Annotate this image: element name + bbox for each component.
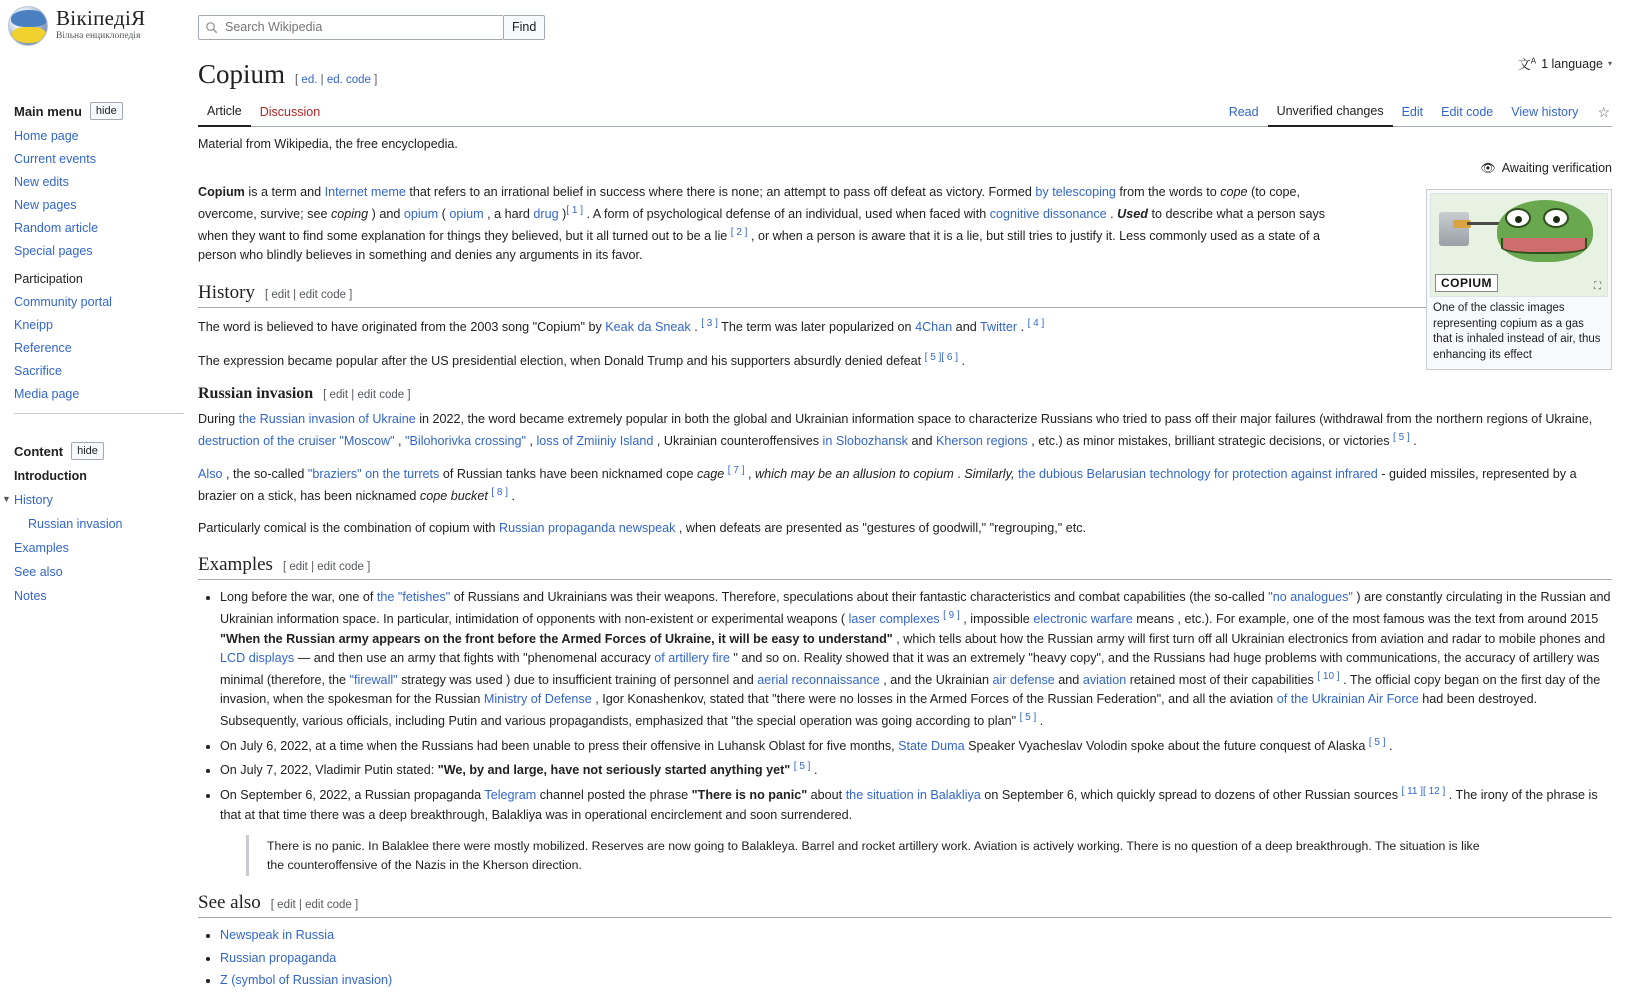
text-run: Long before the war, one of — [220, 590, 377, 605]
text-run: During — [198, 412, 239, 427]
inline-link[interactable]: "no analogues" — [1268, 590, 1353, 605]
text-run: coping — [331, 207, 369, 222]
text-run: The expression became popular after the US presidential election, when Donald Trump and his supporters absurdly denied defeat — [198, 353, 925, 368]
list-item[interactable] — [220, 971, 1612, 991]
text-run: cope bucket — [419, 489, 488, 504]
text-run: , which tells about how the Russian army will first turn off all Ukrainian electronics from aviation and radar to mobile phones and — [892, 631, 1606, 646]
inline-link[interactable]: cognitive dissonance — [989, 207, 1107, 222]
search-bar — [198, 0, 1612, 46]
text-run: . — [958, 353, 966, 368]
tab-view-history[interactable]: View history — [1511, 105, 1579, 120]
globe-icon — [8, 6, 48, 46]
chevron-down-icon: ▾ — [1607, 59, 1612, 68]
inline-link[interactable]: drug — [533, 207, 559, 222]
see-also-link[interactable]: Newspeak in Russia — [220, 928, 335, 943]
find-button[interactable]: Find — [504, 15, 545, 40]
text-run: . The official copy began on the first day of the invasion, when the spokesman for the Russian — [220, 672, 1601, 707]
russian-invasion-paragraph-1 — [198, 410, 1612, 451]
sidebar-item-current-events[interactable] — [0, 147, 198, 170]
list-item[interactable] — [220, 949, 1612, 969]
reference-marker[interactable]: [ 3 ] — [701, 317, 718, 329]
text-run: "We, by and large, have not seriously started anything yet" — [437, 763, 791, 778]
reference-marker[interactable]: [ 10 ] — [1317, 670, 1340, 682]
blockquote: There is no panic. In Balaklee there were mostly mobilized. Reserves are now going to Balakleya. Barrel and rocket artillery work. Aviation is actively working. There is no question of a deep breakthrough. The situation is like the counteroffensive of the Nazis in the Kherson direction. — [246, 835, 1496, 876]
text-run: (to cope, overcome, survive; see — [198, 185, 1301, 222]
sidebar-item-special-pages[interactable] — [0, 239, 198, 262]
text-run: , the so-called — [222, 467, 308, 482]
section-heading-examples — [198, 554, 1612, 580]
russian-invasion-paragraph-2 — [198, 463, 1612, 506]
inline-link[interactable]: aviation — [1082, 672, 1127, 687]
text-run: ) — [558, 207, 567, 222]
reference-marker[interactable]: [ 9 ] — [943, 609, 960, 621]
inline-link[interactable]: laser complexes — [848, 612, 940, 627]
toc-label[interactable]: Notes — [14, 589, 47, 603]
toc-item-notes[interactable] — [0, 584, 198, 608]
sidebar-item-community-portal[interactable] — [0, 290, 198, 313]
view-tabs — [1220, 99, 1612, 126]
text-run: Speaker Vyacheslav Volodin spoke about the future conquest of Alaska — [964, 738, 1369, 753]
nav-section — [0, 124, 198, 264]
text-run: cope — [1220, 185, 1248, 200]
text-run: "When the Russian army appears on the front before the Armed Forces of Ukraine, it will be easy to understand" — [220, 631, 893, 646]
tab-edit-code[interactable]: Edit code — [1441, 105, 1494, 120]
reference-marker[interactable]: [ 5 ] — [1368, 736, 1386, 748]
sidebar-link[interactable]: Special pages — [14, 243, 93, 258]
title-edit-links — [295, 74, 377, 86]
text-run: on September 6, which quickly spread to dozens of other Russian sources — [980, 788, 1402, 803]
toc-item-examples[interactable] — [0, 536, 198, 560]
inline-link[interactable]: Kherson regions — [935, 433, 1028, 448]
watch-star-icon[interactable]: ☆ — [1597, 104, 1610, 121]
text-run: of Russian tanks have been nicknamed cope — [439, 467, 697, 482]
sidebar-link[interactable]: New pages — [14, 197, 77, 212]
text-run: is a term and — [244, 185, 325, 200]
inline-link[interactable]: of the Ukrainian Air Force — [1276, 692, 1419, 707]
section-edit-links[interactable]: [ edit | edit code ] — [265, 288, 353, 301]
search-icon — [205, 21, 218, 34]
text-run: Used — [1117, 207, 1148, 222]
text-run: . — [810, 763, 818, 778]
text-run: about — [807, 788, 846, 803]
inline-link[interactable]: State Duma — [898, 738, 965, 753]
text-run: . — [1017, 320, 1028, 335]
tab-discussion[interactable]: Discussion — [259, 105, 321, 120]
text-run: , — [525, 433, 537, 448]
chevron-down-icon[interactable]: ▼ — [2, 494, 11, 504]
text-run: , — [394, 433, 406, 448]
nav-list — [0, 124, 198, 262]
frog-eye-left — [1505, 208, 1531, 228]
toc-label[interactable]: See also — [14, 565, 63, 579]
page-title: Copium — [198, 59, 286, 89]
section-heading-see-also — [198, 892, 1612, 918]
title-edit-link[interactable]: ed. — [301, 74, 318, 86]
sidebar-link[interactable]: Reference — [14, 340, 72, 355]
examples-list — [198, 588, 1612, 825]
inline-link[interactable]: opium — [403, 207, 439, 222]
inline-link[interactable]: LCD displays — [220, 651, 295, 666]
inline-link[interactable]: electronic warfare — [1033, 612, 1133, 627]
status-label: Awaiting verification — [1501, 161, 1612, 176]
inline-link[interactable]: Internet meme — [324, 185, 406, 200]
tab-edit[interactable]: Edit — [1401, 105, 1424, 120]
text-run: , — [744, 467, 755, 482]
tab-unverified-changes[interactable]: Unverified changes — [1268, 100, 1393, 127]
text-run: cage — [696, 467, 725, 482]
inline-link[interactable]: opium — [449, 207, 484, 222]
tab-article[interactable]: Article — [198, 100, 251, 127]
list-item — [220, 588, 1612, 731]
text-run: "There is no panic" — [691, 788, 808, 803]
title-row — [198, 46, 1612, 90]
text-run: channel posted the phrase — [536, 788, 692, 803]
reference-marker[interactable]: [ 11 ] — [1401, 785, 1424, 797]
content-title: Content — [14, 443, 64, 459]
text-run: , impossible — [959, 612, 1034, 627]
frog-mouth-shape — [1501, 238, 1587, 254]
thumbnail-image — [1430, 193, 1608, 297]
list-item — [220, 784, 1612, 825]
namespace-tabs — [198, 99, 329, 126]
sidebar-item-media-page[interactable] — [0, 382, 198, 405]
sidebar-link[interactable]: Sacrifice — [14, 363, 62, 378]
reference-marker[interactable]: [ 2 ] — [730, 226, 748, 238]
text-run: which may be an allusion to copium — [754, 467, 954, 482]
content-hide-button[interactable]: hide — [71, 442, 104, 460]
logo-title: ВікіпедіЯ — [56, 6, 146, 30]
section-edit-links[interactable]: [ edit | edit code ] — [323, 389, 411, 402]
reference-marker[interactable]: [ 7 ] — [727, 465, 745, 477]
text-run: , Ukrainian counteroffensives — [653, 433, 823, 448]
wikipedia-logo[interactable] — [0, 0, 198, 46]
text-run: that refers to an irrational belief in success where there is none; an attempt to pass off defeat as victory. Formed — [405, 185, 1036, 200]
see-also-link[interactable]: Russian propaganda — [220, 950, 337, 965]
text-run: . — [953, 467, 965, 482]
text-run: . — [1385, 738, 1393, 753]
inline-link[interactable]: the Russian invasion of Ukraine — [238, 412, 416, 427]
text-run: On July 6, 2022, at a time when the Russians had been unable to press their offensive in Luhansk Oblast for five months, — [220, 738, 899, 753]
text-run: and — [952, 320, 980, 335]
list-item — [220, 759, 1612, 781]
thumbnail-caption: One of the classic images representing copium as a gas that is inhaled instead of air, thus enhancing its effect — [1433, 302, 1601, 361]
participation-section — [0, 290, 198, 407]
text-run: Copium — [198, 185, 245, 200]
text-run: The word is believed to have originated from the 2003 song "Copium" by — [198, 320, 606, 335]
inline-link[interactable]: the situation in Balakliya — [845, 788, 981, 803]
text-run: " and so on. Reality showed that it was an extremely "heavy copy", and the Russians had huge problems with communications, the accuracy of artillery was minimal (therefore, the — [220, 651, 1600, 687]
language-button[interactable] — [1518, 54, 1612, 73]
inline-link[interactable]: "Bilohorivka crossing" — [405, 433, 526, 448]
main-menu-header — [0, 96, 198, 124]
toc-label: Introduction — [14, 469, 87, 483]
participation-list — [0, 290, 198, 405]
language-icon: 文$^A$ — [1517, 56, 1537, 72]
sidebar-link[interactable]: Random article — [14, 220, 99, 235]
text-run: , when defeats are presented as "gestures of goodwill," "regrouping," etc. — [675, 520, 1087, 535]
text-run: and — [1054, 672, 1083, 687]
inline-link[interactable]: by telescoping — [1035, 185, 1116, 200]
history-paragraph-1 — [198, 316, 1612, 338]
text-run: means , etc.). For example, one of the most famous was the text from around 2015 — [1132, 612, 1599, 627]
lead-paragraph — [198, 183, 1358, 265]
separator: | — [320, 74, 324, 86]
inline-link[interactable]: Russian propaganda newspeak — [498, 520, 676, 535]
reference-marker[interactable]: [ 1 ] — [566, 204, 583, 216]
text-run: . — [1036, 714, 1044, 729]
eye-slash-icon: 👁 — [1480, 161, 1496, 176]
reference-marker[interactable]: [ 4 ] — [1027, 317, 1045, 329]
frog-head-shape — [1497, 200, 1593, 262]
inline-link[interactable]: 4Chan — [915, 320, 953, 335]
sidebar-divider — [14, 413, 184, 414]
text-run: ) are constantly circulating in the Russian and Ukrainian information space. In particular, intimidation of opponents with non-existent or experimental weapons ( — [220, 590, 1611, 627]
text-run: . — [508, 489, 516, 504]
article-body — [198, 183, 1612, 990]
text-run: . — [1106, 207, 1118, 222]
text-run: in 2022, the word became extremely popular in both the global and Ukrainian information space to characterize Russians who tried to pass off their major failures (withdrawal from the northern regions of Ukraine, — [415, 412, 1593, 427]
bracket-open: [ — [295, 74, 299, 86]
toc-item-introduction[interactable] — [0, 464, 198, 488]
inline-link[interactable]: air defense — [992, 672, 1055, 687]
text-run: . The irony of the phrase is that at that time there was a deep breakthrough, Balakliya was in operational encirclement and soon surrendered. — [220, 788, 1598, 822]
text-run: On July 7, 2022, Vladimir Putin stated: — [220, 763, 438, 778]
inline-link[interactable]: loss of Zmiiniy Island — [536, 433, 654, 448]
text-run: Similarly, — [964, 467, 1018, 482]
sidebar-item-home-page[interactable] — [0, 124, 198, 147]
reference-marker[interactable]: [ 5 ] — [793, 761, 811, 773]
sidebar-link[interactable]: New edits — [14, 174, 69, 189]
search-input[interactable] — [223, 19, 497, 35]
inline-link[interactable]: Also — [198, 467, 223, 482]
main-menu-title: Main menu — [14, 103, 82, 119]
inline-link[interactable]: in Slobozhansk — [822, 433, 908, 448]
sidebar-item-random-article[interactable] — [0, 216, 198, 239]
inline-link[interactable]: Telegram — [484, 788, 537, 803]
thumbnail-label: COPIUM — [1435, 274, 1498, 292]
tab-read[interactable]: Read — [1228, 105, 1259, 120]
text-run: On September 6, 2022, a Russian propaganda — [220, 788, 485, 803]
toc-label[interactable]: Russian invasion — [28, 517, 123, 531]
text-run: of Russians and Ukrainians was their weapons. Therefore, speculations about their fantastic characteristics and combat capabilities (the so-called — [450, 590, 1269, 605]
main-menu-hide-button[interactable]: hide — [90, 102, 123, 120]
language-label: 1 language — [1541, 56, 1603, 71]
text-run: , or when a person is aware that it is a lie, but still tries to justify it. Less commonly used as a state of a person who blindly believes in something and denies any arguments in its favor. — [198, 228, 1321, 263]
text-run: retained most of their capabilities — [1126, 672, 1318, 687]
see-also-link[interactable]: Z (symbol of Russian invasion) — [220, 973, 393, 988]
list-item — [220, 735, 1612, 757]
sidebar-item-new-pages[interactable] — [0, 193, 198, 216]
see-also-list — [198, 926, 1612, 991]
subsection-heading-russian-invasion — [198, 385, 1612, 403]
text-run: had been destroyed. Subsequently, various officials, including Putin and various propagandists, emphasized that "the special operation was going according to plan" — [220, 692, 1538, 729]
inline-link[interactable]: Ministry of Defense — [483, 692, 592, 707]
text-run: strategy was used ) due to insufficient training of personnel and — [397, 672, 758, 687]
inline-link[interactable]: destruction of the cruiser "Moscow" — [198, 433, 395, 448]
sidebar-link[interactable]: Kneipp — [14, 317, 53, 332]
gas-tank-shape — [1439, 212, 1469, 246]
reference-marker[interactable]: [ 6 ] — [941, 351, 959, 363]
text-run: The term was later popularized on — [717, 320, 916, 335]
inline-link[interactable]: Keak da Sneak — [605, 320, 691, 335]
sidebar-item-new-edits[interactable] — [0, 170, 198, 193]
inline-link[interactable]: the "fetishes" — [376, 590, 451, 605]
text-run: ) and — [368, 207, 404, 222]
list-item[interactable] — [220, 926, 1612, 946]
text-run: . A form of psychological defense of an individual, used when faced with — [582, 207, 990, 222]
search-box[interactable] — [198, 15, 504, 40]
heading-text: History — [198, 281, 255, 303]
reference-marker[interactable]: [ 5 ] — [924, 351, 942, 363]
magnify-icon[interactable]: ⛶ — [1594, 281, 1601, 293]
reference-marker[interactable]: [ 5 ] — [1019, 711, 1037, 723]
table-of-contents — [0, 464, 198, 608]
text-run: and — [907, 433, 936, 448]
participation-title: Participation — [14, 272, 83, 286]
heading-text: Examples — [198, 554, 273, 576]
text-run: Particularly comical is the combination of copium with — [198, 520, 499, 535]
section-heading-history — [198, 282, 1612, 308]
toc-label[interactable]: History — [14, 493, 53, 507]
toc-label[interactable]: Examples — [14, 541, 69, 555]
inline-link[interactable]: "firewall" — [349, 672, 398, 687]
sidebar — [0, 0, 198, 997]
toc-item-russian-invasion[interactable] — [0, 512, 198, 536]
heading-text: See also — [198, 892, 261, 914]
history-paragraph-2 — [198, 350, 1612, 372]
sidebar-item-kneipp[interactable] — [0, 313, 198, 336]
text-run: , Igor Konashenkov, stated that "there were no losses in the Armed Forces of the Russian Federation", and all the aviation — [591, 692, 1277, 707]
sidebar-link[interactable]: Home page — [14, 128, 79, 143]
sidebar-item-reference[interactable] — [0, 336, 198, 359]
inline-link[interactable]: "braziers" on the turrets — [307, 467, 440, 482]
sidebar-link[interactable]: Media page — [14, 386, 80, 401]
toc-item-see-also[interactable] — [0, 560, 198, 584]
frog-eye-right — [1543, 208, 1569, 228]
text-run: , a hard — [483, 207, 534, 222]
bracket-close: ] — [374, 74, 378, 86]
sidebar-link[interactable]: Community portal — [14, 294, 112, 309]
content-header — [0, 436, 198, 464]
sidebar-item-sacrifice[interactable] — [0, 359, 198, 382]
text-run: . — [1409, 433, 1417, 448]
section-edit-links[interactable]: [ edit | edit code ] — [282, 561, 371, 574]
text-run: , and the Ukrainian — [879, 672, 993, 687]
text-run: , etc.) as minor mistakes, brilliant strategic decisions, or victories — [1027, 433, 1394, 448]
text-run: to describe what a person says when they want to find some explanation for things they believed, but it all turned out to be a lie — [198, 207, 1326, 243]
section-edit-links[interactable]: [ edit | edit code ] — [270, 899, 359, 912]
reference-marker[interactable]: [ 8 ] — [491, 487, 509, 499]
inline-link[interactable]: Twitter — [979, 320, 1018, 335]
inline-link[interactable]: the dubious Belarusian technology for protection against infrared — [1017, 467, 1378, 482]
logo-subtitle: Вільна енциклопедія — [56, 31, 141, 42]
text-run: - guided missiles, represented by a brazier on a stick, has been nicknamed — [198, 467, 1577, 504]
content-column — [198, 0, 1630, 997]
site-subtitle: Material from Wikipedia, the free encyclopedia. — [198, 137, 458, 152]
reference-marker[interactable]: [ 12 ] — [1423, 785, 1446, 797]
reference-marker[interactable]: [ 5 ] — [1393, 431, 1410, 443]
heading-text: Russian invasion — [198, 385, 314, 403]
inline-link[interactable]: of artillery fire — [654, 651, 730, 666]
text-run: . — [690, 320, 702, 335]
text-run: from the words to — [1115, 185, 1221, 200]
status-badge — [198, 161, 1612, 175]
text-run: ( — [438, 207, 450, 222]
logo-text — [56, 6, 145, 41]
inline-link[interactable]: aerial reconnaissance — [757, 672, 880, 687]
thumbnail-figure[interactable] — [1426, 189, 1612, 370]
tab-bar — [198, 99, 1612, 127]
toc-item-history[interactable] — [0, 488, 198, 512]
sidebar-link[interactable]: Current events — [14, 151, 96, 166]
title-edit-code-link[interactable]: ed. code — [326, 74, 371, 86]
russian-invasion-paragraph-3 — [198, 519, 1612, 539]
text-run: — and then use an army that fights with "phenomenal accuracy — [294, 651, 655, 666]
